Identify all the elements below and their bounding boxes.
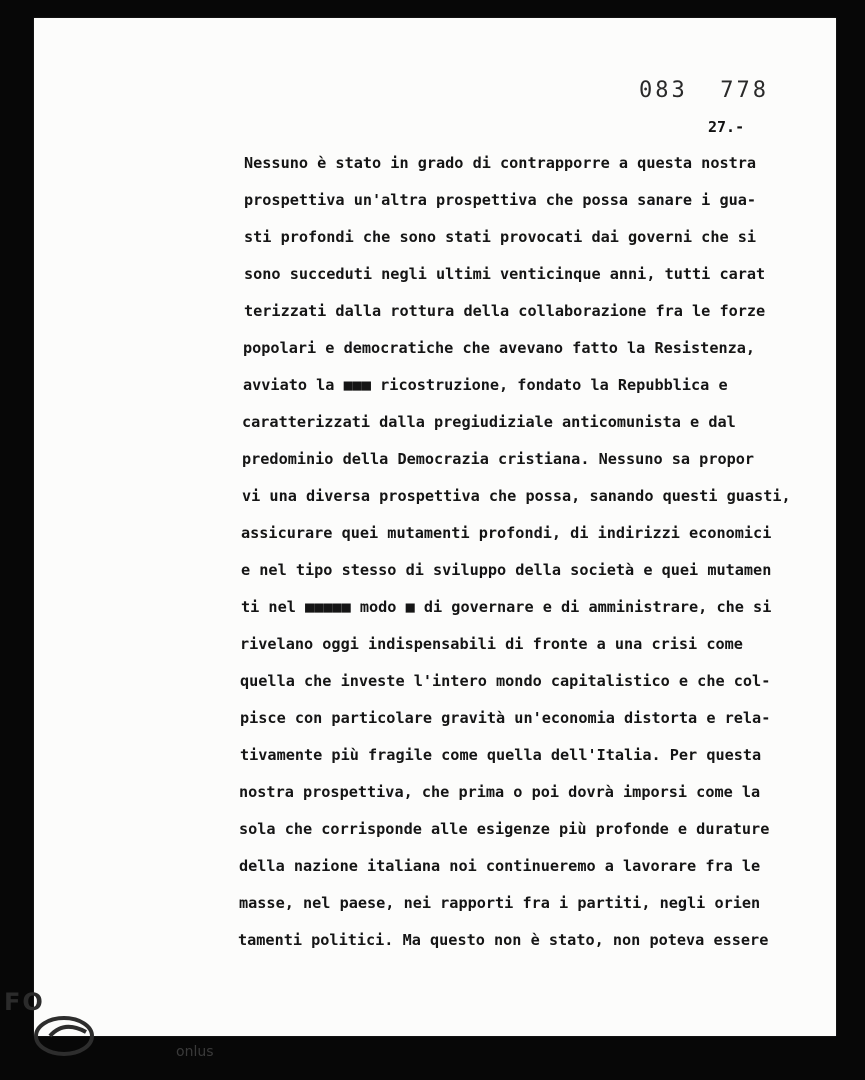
text-line: avviato la ■■■ ricostruzione, fondato la Repubblica e: [243, 376, 728, 394]
text-line: tamenti politici. Ma questo non è stato, non poteva essere: [238, 931, 769, 949]
text-line: assicurare quei mutamenti profondi, di indirizzi economici: [241, 524, 772, 542]
text-line: e nel tipo stesso di sviluppo della società e quei mutamen: [241, 561, 772, 579]
typewritten-body: [34, 18, 836, 1036]
text-line: rivelano oggi indispensabili di fronte a una crisi come: [240, 635, 743, 653]
text-line: pisce con particolare gravità un'economia distorta e rela-: [240, 709, 771, 727]
text-line: vi una diversa prospettiva che possa, sanando questi guasti,: [242, 487, 791, 505]
text-line: terizzati dalla rottura della collaborazione fra le forze: [244, 302, 766, 320]
text-line: tivamente più fragile come quella dell'Italia. Per questa: [240, 746, 762, 764]
text-line: quella che investe l'intero mondo capitalistico e che col-: [240, 672, 771, 690]
document-page: [34, 18, 836, 1036]
text-line: popolari e democratiche che avevano fatto la Resistenza,: [243, 339, 756, 357]
text-line: ti nel ■■■■■ modo ■ di governare e di amministrare, che si: [241, 598, 772, 616]
text-line: predominio della Democrazia cristiana. Nessuno sa propor: [242, 450, 755, 468]
text-line: Nessuno è stato in grado di contrapporre a questa nostra: [244, 154, 757, 172]
text-line: masse, nel paese, nei rapporti fra i partiti, negli orien: [239, 894, 761, 912]
text-line: della nazione italiana noi continueremo a lavorare fra le: [239, 857, 761, 875]
archive-number: 083 778: [639, 78, 769, 103]
watermark-text: FO: [4, 988, 45, 1016]
watermark-subtext: onlus: [176, 1044, 214, 1060]
text-line: sola che corrisponde alle esigenze più profonde e durature: [239, 820, 770, 838]
text-line: sono succeduti negli ultimi venticinque anni, tutti carat: [244, 265, 766, 283]
text-line: nostra prospettiva, che prima o poi dovrà imporsi come la: [239, 783, 761, 801]
page-number: 27.-: [708, 118, 745, 136]
text-line: prospettiva un'altra prospettiva che possa sanare i gua-: [244, 191, 757, 209]
text-line: caratterizzati dalla pregiudiziale anticomunista e dal: [242, 413, 736, 431]
text-line: sti profondi che sono stati provocati dai governi che si: [244, 228, 757, 246]
